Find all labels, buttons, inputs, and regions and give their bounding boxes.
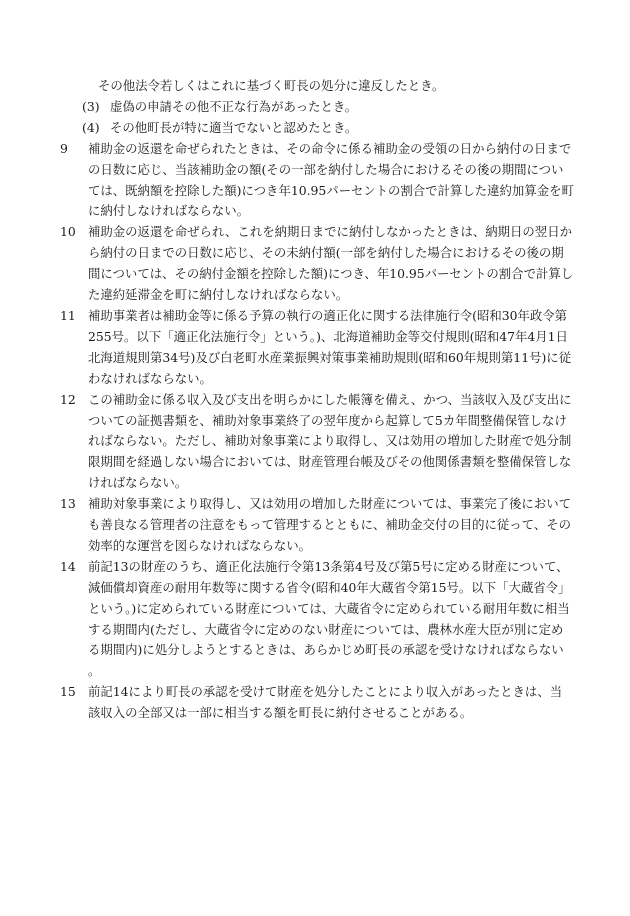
subclause-text: 虚偽の申請その他不正な行為があったとき。: [110, 98, 358, 114]
clause-number: 10: [60, 224, 76, 240]
clause-10: [60, 222, 574, 306]
subclause-3: [74, 97, 574, 118]
clause-text: 補助事業者は補助金等に係る予算の執行の適正化に関する法律施行令(昭和30年政令第255号。以下「適正化法施行令」という。)、北海道補助金等交付規則(昭和47年4月1日北海道規則第34号)及び白老町水産業振興対策事業補助規則(昭和60年規則第11号)に従わなければならない。: [88, 307, 572, 386]
clause-text: この補助金に係る収入及び支出を明らかにした帳簿を備え、かつ、当該収入及び支出についての証拠書類を、補助対象事業終了の翌年度から起算して5カ年間整備保管しなければならない。ただし、補助対象事業により取得し、又は効用の増加した財産で処分制限期間を経過しない場合においては、財産管理台帳及びその他関係書類を整備保管しなければならない。: [88, 391, 572, 491]
clause-text: 補助金の返還を命ぜられ、これを納期日までに納付しなかったときは、納期日の翌日から納付の日までの日数に応じ、その未納付額(一部を納付した場合におけるその後の期間については、その納付金額を控除した額)につき、年10.95パーセントの割合で計算した違約延滞金を町に納付しなければならない。: [88, 224, 574, 303]
clause-11: [60, 306, 574, 390]
clause-number: 9: [60, 140, 68, 156]
continued-clause: その他法令若しくはこれに基づく町長の処分に違反したとき。: [98, 78, 445, 93]
clause-text: 前記13の財産のうち、適正化法施行令第13条第4号及び第5号に定める財産について、減価償却資産の耐用年数等に関する省令(昭和40年大蔵省令第15号。以下「大蔵省令」という。)に定められている財産については、大蔵省令に定められている耐用年数に相当する期間内(ただし、大蔵省令に定めのない財産については、農林水産大臣が別に定める期間内)に処分しようとするときは、あらかじめ町長の承認を受けなければならない。: [88, 558, 571, 679]
clause-number: 14: [60, 558, 76, 574]
subclause-text: その他町長が特に適当でないと認めたとき。: [110, 119, 358, 135]
clause-number: 11: [60, 307, 76, 323]
clause-13: [60, 494, 574, 557]
clause-number: 15: [60, 684, 76, 700]
clause-text: 補助金の返還を命ぜられたときは、その命令に係る補助金の受領の日から納付の日までの日数に応じ、当該補助金の額(その一部を納付した場合におけるその後の期間については、既納額を控除した額)につき年10.95パーセントの割合で計算した違約加算金を町に納付しなければならない。: [88, 140, 574, 219]
subclause-4: [74, 118, 574, 139]
clause-12: [60, 390, 574, 495]
clause-text: 補助対象事業により取得し、又は効用の増加した財産については、事業完了後においても善良なる管理者の注意をもって管理するとともに、補助金交付の目的に従って、その効率的な運営を図らなければならない。: [88, 496, 571, 553]
clause-number: 13: [60, 496, 76, 512]
clause-15: [60, 682, 574, 724]
clause-text: 前記14により町長の承認を受けて財産を処分したことにより収入があったときは、当該収入の全部又は一部に相当する額を町長に納付させることがある。: [88, 684, 563, 721]
clause-number: 12: [60, 391, 76, 407]
subclause-number: (4): [82, 119, 100, 135]
clause-9: [60, 139, 574, 223]
subclause-number: (3): [82, 98, 100, 114]
clause-14: [60, 557, 574, 682]
